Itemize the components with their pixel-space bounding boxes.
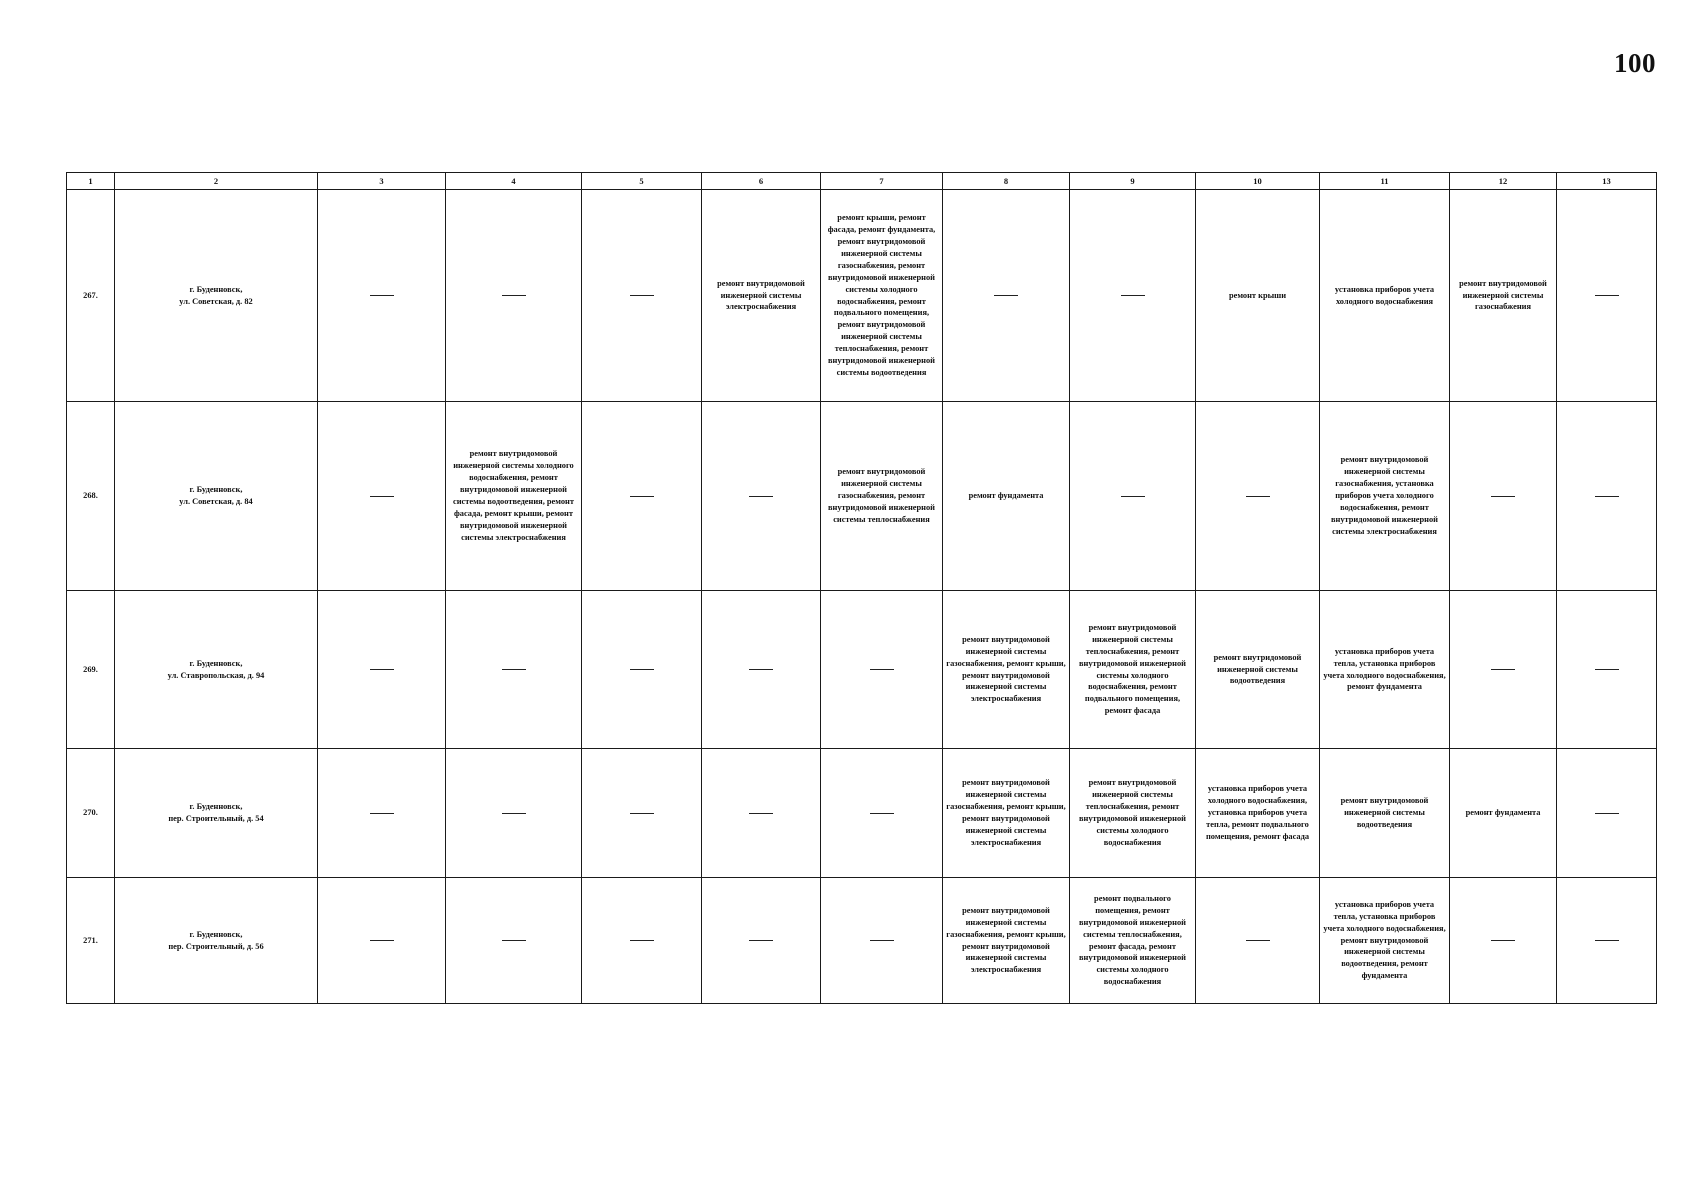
empty-dash [749,940,773,941]
empty-dash [1246,940,1270,941]
cell-col-6 [702,749,821,878]
cell-col-4 [446,190,582,402]
cell-col-10 [1196,878,1320,1004]
address-cell [115,190,318,402]
cell-col-12 [1450,878,1557,1004]
address-city: г. Буденновск, [189,485,243,495]
cell-col-5 [582,878,702,1004]
table-row [67,591,1657,749]
cell-col-6 [702,591,821,749]
cell-col-13 [1557,878,1657,1004]
empty-dash [630,813,654,814]
cell-col-12 [1450,402,1557,591]
empty-dash [370,496,394,497]
cell-col-3 [318,591,446,749]
cell-col-8: ремонт внутридомовой инженерной системы газоснабжения, ремонт крыши, ремонт внутридомовой инженерной системы электроснабжения [943,878,1070,1004]
cell-col-7 [821,878,943,1004]
cell-col-7 [821,591,943,749]
empty-dash [749,813,773,814]
cell-col-4 [446,878,582,1004]
col-header-3: 3 [318,173,446,190]
empty-dash [994,295,1018,296]
col-header-8: 8 [943,173,1070,190]
empty-dash [370,295,394,296]
address-street: ул. Ставропольская, д. 94 [167,670,265,680]
header-row [67,173,1657,190]
cell-col-4 [446,591,582,749]
cell-col-8: ремонт фундамента [943,402,1070,591]
row-number: 271. [67,878,115,1004]
cell-col-7: ремонт внутридомовой инженерной системы газоснабжения, ремонт внутридомовой инженерной системы теплоснабжения [821,402,943,591]
empty-dash [870,813,894,814]
row-number: 270. [67,749,115,878]
empty-dash [1491,940,1515,941]
table-row [67,402,1657,591]
col-header-4: 4 [446,173,582,190]
cell-col-7 [821,749,943,878]
empty-dash [1491,669,1515,670]
empty-dash [1595,669,1619,670]
empty-dash [502,940,526,941]
cell-col-9 [1070,190,1196,402]
address-street: ул. Советская, д. 84 [179,497,253,506]
cell-col-13 [1557,749,1657,878]
empty-dash [370,813,394,814]
cell-col-4: ремонт внутридомовой инженерной системы холодного водоснабжения, ремонт внутридомовой инженерной системы водоотведения, ремонт фасада, ремонт крыши, ремонт внутридомовой инженерной системы электроснабжения [446,402,582,591]
empty-dash [370,669,394,670]
address-cell [115,878,318,1004]
col-header-5: 5 [582,173,702,190]
cell-col-6 [702,402,821,591]
repair-schedule-table [66,172,1657,1004]
empty-dash [870,669,894,670]
cell-col-8: ремонт внутридомовой инженерной системы газоснабжения, ремонт крыши, ремонт внутридомовой инженерной системы электроснабжения [943,749,1070,878]
cell-col-7: ремонт крыши, ремонт фасада, ремонт фундамента, ремонт внутридомовой инженерной системы газоснабжения, ремонт внутридомовой инженерной системы холодного водоснабжения, ремонт подвального помещения, ремонт внутридомовой инженерной системы теплоснабжения, ремонт внутридомовой инженерной системы водоотведения [821,190,943,402]
col-header-9: 9 [1070,173,1196,190]
empty-dash [502,295,526,296]
address-city: г. Буденновск, [189,929,243,939]
empty-dash [370,940,394,941]
row-number: 267. [67,190,115,402]
cell-col-10 [1196,402,1320,591]
cell-col-6 [702,878,821,1004]
cell-col-5 [582,749,702,878]
empty-dash [749,669,773,670]
cell-col-11: установка приборов учета холодного водоснабжения [1320,190,1450,402]
cell-col-5 [582,402,702,591]
cell-col-12 [1450,591,1557,749]
table-row [67,749,1657,878]
empty-dash [749,496,773,497]
row-number: 269. [67,591,115,749]
cell-col-9: ремонт внутридомовой инженерной системы теплоснабжения, ремонт внутридомовой инженерной системы холодного водоснабжения [1070,749,1196,878]
cell-col-11: установка приборов учета тепла, установка приборов учета холодного водоснабжения, ремонт фундамента [1320,591,1450,749]
empty-dash [1491,496,1515,497]
cell-col-3 [318,878,446,1004]
empty-dash [502,813,526,814]
cell-col-9 [1070,402,1196,591]
address-street: пер. Строительный, д. 54 [168,814,264,823]
cell-col-12: ремонт фундамента [1450,749,1557,878]
cell-col-4 [446,749,582,878]
col-header-6: 6 [702,173,821,190]
address-street: пер. Строительный, д. 56 [168,941,264,951]
empty-dash [1595,295,1619,296]
empty-dash [630,940,654,941]
cell-col-5 [582,190,702,402]
empty-dash [1595,940,1619,941]
cell-col-12: ремонт внутридомовой инженерной системы газоснабжения [1450,190,1557,402]
empty-dash [1121,496,1145,497]
address-street: ул. Советская, д. 82 [179,296,253,306]
address-city: г. Буденновск, [189,658,243,668]
col-header-11: 11 [1320,173,1450,190]
page-number: 100 [1614,48,1656,78]
table-row [67,190,1657,402]
cell-col-8 [943,190,1070,402]
row-number: 268. [67,402,115,591]
cell-col-3 [318,749,446,878]
address-cell [115,749,318,878]
cell-col-9: ремонт внутридомовой инженерной системы теплоснабжения, ремонт внутридомовой инженерной системы холодного водоснабжения, ремонт подвального помещения, ремонт фасада [1070,591,1196,749]
empty-dash [1595,813,1619,814]
address-cell [115,402,318,591]
col-header-10: 10 [1196,173,1320,190]
cell-col-5 [582,591,702,749]
col-header-7: 7 [821,173,943,190]
col-header-1: 1 [67,173,115,190]
col-header-13: 13 [1557,173,1657,190]
cell-col-3 [318,402,446,591]
cell-col-11: ремонт внутридомовой инженерной системы газоснабжения, установка приборов учета холодного водоснабжения, ремонт внутридомовой инженерной системы электроснабжения [1320,402,1450,591]
empty-dash [1595,496,1619,497]
cell-col-8: ремонт внутридомовой инженерной системы газоснабжения, ремонт крыши, ремонт внутридомовой инженерной системы электроснабжения [943,591,1070,749]
empty-dash [502,669,526,670]
cell-col-9: ремонт подвального помещения, ремонт внутридомовой инженерной системы теплоснабжения, ремонт фасада, ремонт внутридомовой инженерной системы холодного водоснабжения [1070,878,1196,1004]
cell-col-10: ремонт внутридомовой инженерной системы водоотведения [1196,591,1320,749]
table-row [67,878,1657,1004]
empty-dash [870,940,894,941]
cell-col-11: ремонт внутридомовой инженерной системы водоотведения [1320,749,1450,878]
empty-dash [630,669,654,670]
cell-col-10: установка приборов учета холодного водоснабжения, установка приборов учета тепла, ремонт подвального помещения, ремонт фасада [1196,749,1320,878]
empty-dash [1121,295,1145,296]
address-cell [115,591,318,749]
empty-dash [630,496,654,497]
address-city: г. Буденновск, [189,802,243,812]
cell-col-6: ремонт внутридомовой инженерной системы электроснабжения [702,190,821,402]
empty-dash [630,295,654,296]
cell-col-10: ремонт крыши [1196,190,1320,402]
cell-col-13 [1557,190,1657,402]
cell-col-13 [1557,402,1657,591]
col-header-12: 12 [1450,173,1557,190]
cell-col-13 [1557,591,1657,749]
col-header-2: 2 [115,173,318,190]
cell-col-11: установка приборов учета тепла, установка приборов учета холодного водоснабжения, ремонт внутридомовой инженерной системы водоотведения, ремонт фундамента [1320,878,1450,1004]
empty-dash [1246,496,1270,497]
cell-col-3 [318,190,446,402]
address-city: г. Буденновск, [189,284,243,294]
